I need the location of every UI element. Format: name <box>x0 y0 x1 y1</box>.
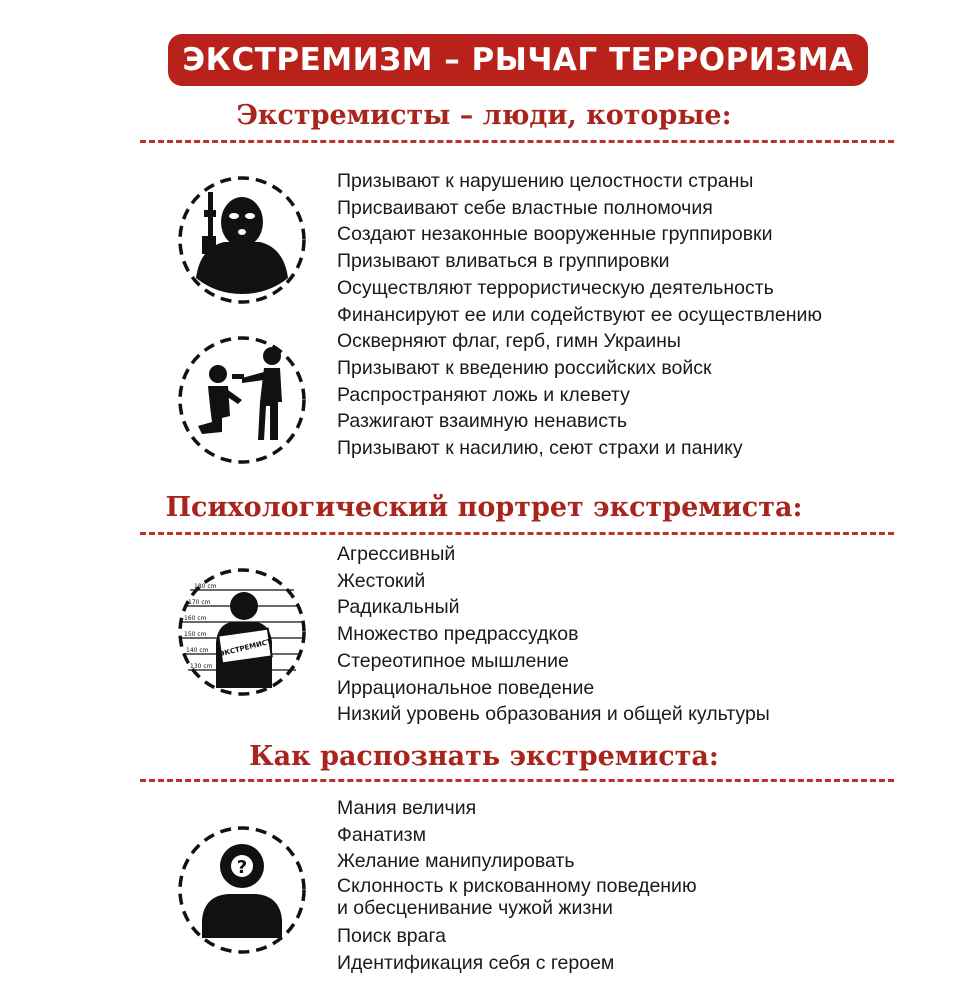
list-portrait <box>337 541 770 728</box>
section-heading-portrait: Психологический портрет экстремиста: <box>165 492 803 523</box>
scale-label: 180 cm <box>194 583 217 590</box>
list-item: Желание манипулировать <box>337 850 575 873</box>
section-heading-recognize: Как распознать экстремиста: <box>249 741 719 772</box>
list-item: Мания величия <box>337 797 477 819</box>
list-item: Призывают к нарушению целостности страны <box>337 170 754 192</box>
list-item: Фанатизм <box>337 823 427 846</box>
list-item: Множество предрассудков <box>337 623 579 646</box>
scale-label: 160 cm <box>184 615 207 622</box>
list-item: Низкий уровень образования и общей культуры <box>337 703 770 726</box>
mugshot-icon <box>172 562 312 702</box>
scale-label: 130 cm <box>190 663 213 670</box>
unknown-person-icon <box>172 820 312 960</box>
list-item: Осуществляют террористическую деятельность <box>337 276 774 299</box>
list-item: Призывают к насилию, сеют страхи и панику <box>337 437 743 460</box>
list-item: Стереотипное мышление <box>337 649 569 672</box>
divider <box>140 779 894 782</box>
scale-label: 140 cm <box>186 647 209 654</box>
list-item: Разжигают взаимную ненависть <box>337 410 628 433</box>
execution-scene-icon <box>172 330 312 470</box>
list-item: Создают незаконные вооруженные группировки <box>337 223 773 246</box>
scale-label: 170 cm <box>188 599 211 606</box>
list-item: Радикальный <box>337 596 460 619</box>
list-item: Оскверняют флаг, герб, гимн Украины <box>337 330 681 353</box>
list-item: Распространяют ложь и клевету <box>337 383 630 406</box>
list-item: Финансируют ее или содействуют ее осуществлению <box>337 303 822 326</box>
mugshot-sign-text: ЭКСТРЕМИСТ <box>218 637 273 659</box>
list-recognize <box>337 795 697 977</box>
divider <box>140 140 894 143</box>
list-item: Склонность к рискованному поведению и обесценивание чужой жизни <box>337 875 697 920</box>
page-title: ЭКСТРЕМИЗМ – РЫЧАГ ТЕРРОРИЗМА <box>168 34 868 86</box>
list-item: Иррациональное поведение <box>337 676 595 699</box>
list-item: Жестокий <box>337 569 426 592</box>
list-item: Присваивают себе властные полномочия <box>337 196 713 219</box>
section-heading-who: Экстремисты – люди, которые: <box>236 100 732 131</box>
question-mark-icon: ? <box>236 857 248 878</box>
divider <box>140 532 894 535</box>
list-item: Призывают вливаться в группировки <box>337 250 670 273</box>
list-item: Идентификация себя с героем <box>337 951 615 974</box>
scale-label: 150 cm <box>184 631 207 638</box>
list-who <box>337 168 822 462</box>
masked-gunman-icon <box>172 170 312 310</box>
list-item: Поиск врага <box>337 925 447 948</box>
list-item: Призывают к введению российских войск <box>337 356 712 379</box>
list-item: Агрессивный <box>337 543 456 565</box>
